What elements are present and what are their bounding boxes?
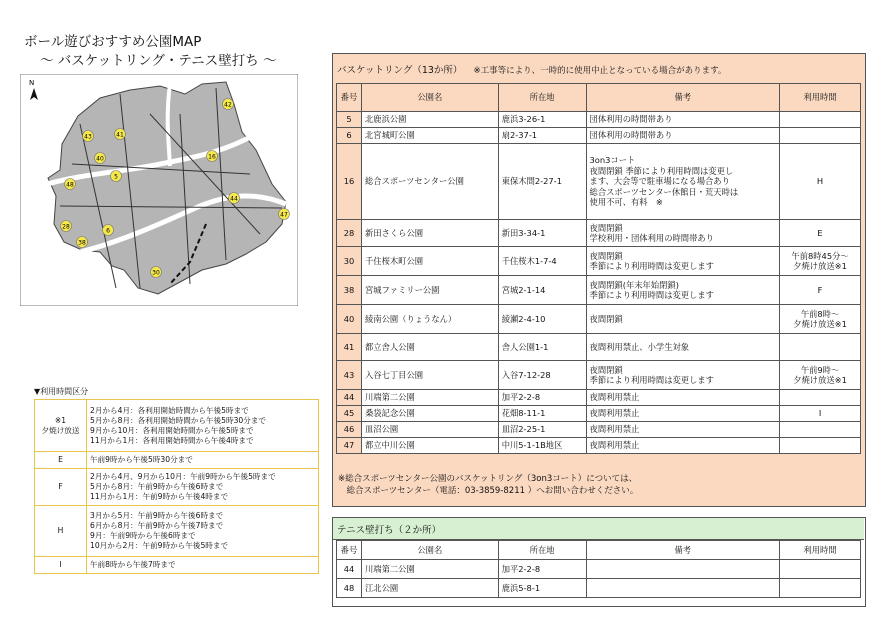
- park-note-line: 3on3コート: [589, 155, 636, 166]
- park-usage-time: [780, 422, 861, 438]
- park-marker: [151, 267, 162, 278]
- park-marker-label: 41: [116, 131, 124, 139]
- legend-value: [87, 452, 319, 469]
- park-map: [20, 74, 298, 306]
- park-note-line: 夜間利用禁止: [589, 424, 640, 435]
- tennis-heading: テニス壁打ち（２か所）: [337, 525, 442, 536]
- basketball-table: [336, 83, 861, 454]
- park-address: 中川5-1-1B地区: [498, 438, 586, 454]
- park-number: 40: [337, 305, 362, 334]
- park-usage-time: [780, 220, 861, 247]
- park-name: 宮城ファミリー公園: [361, 276, 498, 305]
- park-marker-label: 48: [66, 181, 74, 189]
- park-usage-time-line: 午前8時～: [800, 308, 840, 319]
- park-note-line: 夜間利用禁止: [589, 392, 640, 403]
- park-note-line: 夜間閉鎖 季節により利用時間は変更し: [589, 165, 734, 176]
- park-marker: [77, 237, 88, 248]
- page-title: ボール遊びおすすめ公園MAP: [24, 34, 202, 50]
- park-note: [586, 112, 780, 128]
- park-address: 千住桜木1-7-4: [498, 247, 586, 276]
- park-note-line: 夜間閉鎖: [589, 250, 623, 261]
- park-number: 30: [337, 247, 362, 276]
- park-marker: [207, 151, 218, 162]
- park-note: [586, 305, 780, 334]
- park-name: 綾南公園（りょうなん）: [361, 305, 498, 334]
- legend-value-line: 5月から8月：各利用開始時間から午後5時30分まで: [90, 415, 267, 425]
- basketball-heading-note: ※工事等により、一時的に使用中止となっている場合があります。: [473, 66, 727, 76]
- table-row: [337, 144, 861, 220]
- park-usage-time-line: H: [816, 176, 824, 187]
- park-number: 44: [337, 390, 362, 406]
- park-marker-label: 44: [230, 195, 238, 203]
- park-address: 加平2-2-8: [498, 390, 586, 406]
- park-marker: [65, 179, 76, 190]
- park-note: [586, 560, 780, 579]
- park-address: 皿沼2-25-1: [498, 422, 586, 438]
- column-header: 所在地: [498, 84, 586, 112]
- park-note-line: 夜間閉鎖: [589, 222, 623, 233]
- park-marker: [95, 153, 106, 164]
- park-usage-time: [780, 276, 861, 305]
- park-number: 5: [337, 112, 362, 128]
- park-address: 綾瀬2-4-10: [498, 305, 586, 334]
- legend-value-line: 5月から8月：午前9時から午後6時まで: [90, 482, 224, 491]
- river: [168, 84, 170, 166]
- legend-value-line: 午前9時から午後5時30分まで: [90, 455, 193, 464]
- legend-key-line: 夕焼け放送: [41, 425, 80, 435]
- table-row: [337, 334, 861, 361]
- park-usage-time-line: F: [817, 284, 823, 295]
- legend-value-line: 2月から4月：各利用開始時間から午後5時まで: [90, 405, 249, 415]
- park-number: 48: [337, 579, 362, 598]
- column-header: 利用時間: [780, 541, 861, 560]
- column-header: 番号: [337, 84, 362, 112]
- park-marker-label: 47: [280, 211, 288, 219]
- park-name: 新田さくら公園: [361, 220, 498, 247]
- park-note: [586, 406, 780, 422]
- park-note-line: 夜間利用禁止、小学生対象: [589, 341, 690, 352]
- park-note-line: 季節により利用時間は変更します: [589, 261, 714, 271]
- legend-key-line: I: [59, 560, 62, 569]
- table-row: [337, 406, 861, 422]
- park-marker-label: 6: [106, 227, 110, 235]
- table-row: [337, 438, 861, 454]
- park-address: 鹿浜5-8-1: [498, 579, 586, 598]
- park-usage-time: [780, 361, 861, 390]
- park-number: 38: [337, 276, 362, 305]
- park-note-line: 季節により利用時間は変更します: [589, 290, 714, 300]
- park-address: 扇2-37-1: [498, 128, 586, 144]
- park-number: 45: [337, 406, 362, 422]
- legend-key-line: E: [58, 455, 63, 464]
- park-marker-label: 16: [208, 153, 216, 161]
- park-address: 宮城2-1-14: [498, 276, 586, 305]
- legend-value: [87, 400, 319, 452]
- tennis-table: [336, 540, 861, 598]
- park-address: 花畑8-11-1: [498, 406, 586, 422]
- column-header: 利用時間: [780, 84, 861, 112]
- park-note: [586, 390, 780, 406]
- legend-key: [35, 452, 87, 469]
- legend-value-line: 11月から1月：午前9時から午後4時まで: [90, 492, 229, 501]
- table-row: [337, 128, 861, 144]
- park-marker: [61, 221, 72, 232]
- park-marker-label: 43: [84, 133, 92, 141]
- park-marker-label: 40: [96, 155, 104, 163]
- table-row: [337, 305, 861, 334]
- usage-time-legend: [34, 399, 319, 574]
- column-header: 備考: [586, 84, 780, 112]
- park-name: 川端第二公園: [361, 390, 498, 406]
- legend-value-line: 9月から10月：各利用開始時間から午後5時まで: [90, 425, 254, 435]
- column-header: 備考: [586, 541, 780, 560]
- legend-key-line: F: [58, 482, 63, 491]
- legend-value: [87, 469, 319, 506]
- legend-value-line: 11月から1月：各利用開始時間から午後4時まで: [90, 435, 254, 445]
- legend-value-line: 3月から5月：午前9時から午後6時まで: [90, 511, 224, 520]
- park-name: 皿沼公園: [361, 422, 498, 438]
- park-usage-time-line: E: [817, 227, 823, 238]
- park-note: [586, 144, 780, 220]
- park-name: 北宮城町公園: [361, 128, 498, 144]
- legend-row: [35, 469, 319, 506]
- table-row: [337, 276, 861, 305]
- park-note: [586, 422, 780, 438]
- park-note-line: 総合スポーツセンター休館日・荒天時は: [589, 186, 739, 197]
- park-marker: [111, 171, 122, 182]
- park-number: 43: [337, 361, 362, 390]
- park-usage-time: [780, 579, 861, 598]
- park-marker-label: 5: [114, 173, 118, 181]
- park-usage-time-line: 午前9時～: [800, 364, 840, 375]
- park-usage-time: [780, 406, 861, 422]
- basketball-heading-title: バスケットリング（13か所）: [337, 65, 463, 76]
- column-header: 所在地: [498, 541, 586, 560]
- legend-key: [35, 400, 87, 452]
- table-row: [337, 247, 861, 276]
- basketball-footnote: [338, 473, 638, 497]
- legend-value-line: 午前8時から午後7時まで: [90, 560, 176, 569]
- legend-row: [35, 400, 319, 452]
- park-note-line: ます、大会等で駐車場になる場合あり: [589, 176, 730, 187]
- park-usage-time-line: 午前8時45分～: [791, 250, 849, 261]
- legend-value-line: 10月から2月：午前9時から午後5時まで: [90, 541, 229, 550]
- park-note: [586, 247, 780, 276]
- legend-value: [87, 557, 319, 574]
- park-usage-time: [780, 390, 861, 406]
- park-note-line: 団体利用の時間帯あり: [589, 130, 673, 141]
- park-marker-label: 28: [62, 223, 70, 231]
- legend-key-line: H: [57, 526, 64, 535]
- table-row: [337, 220, 861, 247]
- column-header: 番号: [337, 541, 362, 560]
- park-address: 入谷7-12-28: [498, 361, 586, 390]
- table-row: [337, 560, 861, 579]
- basketball-heading: [337, 62, 726, 76]
- park-name: 川端第二公園: [361, 560, 498, 579]
- legend-row: [35, 452, 319, 469]
- park-usage-time: [780, 144, 861, 220]
- park-usage-time: [780, 560, 861, 579]
- legend-title: ▼利用時間区分: [34, 387, 89, 396]
- legend-row: [35, 506, 319, 557]
- park-note: [586, 579, 780, 598]
- park-usage-time-line: 夕焼け放送※1: [793, 319, 847, 329]
- table-row: [337, 579, 861, 598]
- legend-value: [87, 506, 319, 557]
- park-note-line: 季節により利用時間は変更します: [589, 375, 714, 385]
- park-name: 北鹿浜公園: [361, 112, 498, 128]
- park-usage-time: [780, 438, 861, 454]
- park-address: 加平2-2-8: [498, 560, 586, 579]
- column-header: 公園名: [361, 84, 498, 112]
- park-number: 44: [337, 560, 362, 579]
- park-usage-time: [780, 305, 861, 334]
- park-usage-time: [780, 247, 861, 276]
- park-usage-time: [780, 334, 861, 361]
- park-address: 新田3-34-1: [498, 220, 586, 247]
- park-note-line: 夜間閉鎖(年末年始閉鎖): [589, 279, 679, 290]
- footnote-line: 総合スポーツセンター（電話：03-3859-8211 ）へお問い合わせください。: [338, 486, 639, 496]
- park-usage-time: [780, 128, 861, 144]
- park-note-line: 夜間利用禁止: [589, 440, 640, 451]
- legend-value-line: 2月から4月、9月から10月：午前9時から午後5時まで: [90, 472, 276, 481]
- legend-key: [35, 506, 87, 557]
- park-note: [586, 220, 780, 247]
- park-address: 鹿浜3-26-1: [498, 112, 586, 128]
- legend-key: [35, 469, 87, 506]
- legend-key-line: ※1: [54, 415, 67, 425]
- park-name: 千住桜木町公園: [361, 247, 498, 276]
- park-note: [586, 128, 780, 144]
- park-marker: [103, 225, 114, 236]
- park-note-line: 学校利用・団体利用の時間帯あり: [589, 233, 714, 243]
- park-name: 江北公園: [361, 579, 498, 598]
- park-note: [586, 334, 780, 361]
- park-note-line: 夜間利用禁止: [589, 408, 640, 419]
- legend-value-line: 9月：午前9時から午後6時まで: [90, 531, 196, 540]
- park-marker-label: 42: [224, 101, 232, 109]
- park-marker: [223, 99, 234, 110]
- table-row: [337, 361, 861, 390]
- park-note-line: 使用不可、有料 ※: [589, 197, 663, 208]
- park-note-line: 夜間閉鎖: [589, 364, 623, 375]
- legend-key: [35, 557, 87, 574]
- park-name: 入谷七丁目公園: [361, 361, 498, 390]
- legend-value-line: 6月から8月：午前9時から午後7時まで: [90, 521, 224, 530]
- table-row: [337, 390, 861, 406]
- table-row: [337, 112, 861, 128]
- park-name: 都立中川公園: [361, 438, 498, 454]
- park-marker-label: 38: [78, 239, 86, 247]
- park-number: 47: [337, 438, 362, 454]
- park-marker: [279, 209, 290, 220]
- column-header: 公園名: [361, 541, 498, 560]
- table-row: [337, 422, 861, 438]
- footnote-line: ※総合スポーツセンター公園のバスケットリング（3on3コート）については、: [338, 474, 638, 484]
- park-marker: [115, 129, 126, 140]
- park-marker-label: 30: [152, 269, 160, 277]
- park-address: 舎人公園1-1: [498, 334, 586, 361]
- park-address: 東保木間2-27-1: [498, 144, 586, 220]
- legend-row: [35, 557, 319, 574]
- compass-label: N: [29, 79, 35, 87]
- park-note: [586, 438, 780, 454]
- park-name: 総合スポーツセンター公園: [361, 144, 498, 220]
- park-usage-time-line: I: [818, 408, 822, 419]
- park-marker: [229, 193, 240, 204]
- park-marker: [83, 131, 94, 142]
- park-name: 都立舎人公園: [361, 334, 498, 361]
- park-number: 6: [337, 128, 362, 144]
- park-note: [586, 276, 780, 305]
- park-note: [586, 361, 780, 390]
- park-usage-time-line: 夕焼け放送※1: [793, 375, 847, 385]
- park-number: 46: [337, 422, 362, 438]
- park-number: 41: [337, 334, 362, 361]
- page-subtitle: ～ バスケットリング・テニス壁打ち ～: [40, 53, 277, 69]
- park-name: 桑袋記念公園: [361, 406, 498, 422]
- park-number: 28: [337, 220, 362, 247]
- park-note-line: 夜間閉鎖: [589, 313, 623, 324]
- park-number: 16: [337, 144, 362, 220]
- park-usage-time: [780, 112, 861, 128]
- park-note-line: 団体利用の時間帯あり: [589, 114, 673, 125]
- park-usage-time-line: 夕焼け放送※1: [793, 261, 847, 271]
